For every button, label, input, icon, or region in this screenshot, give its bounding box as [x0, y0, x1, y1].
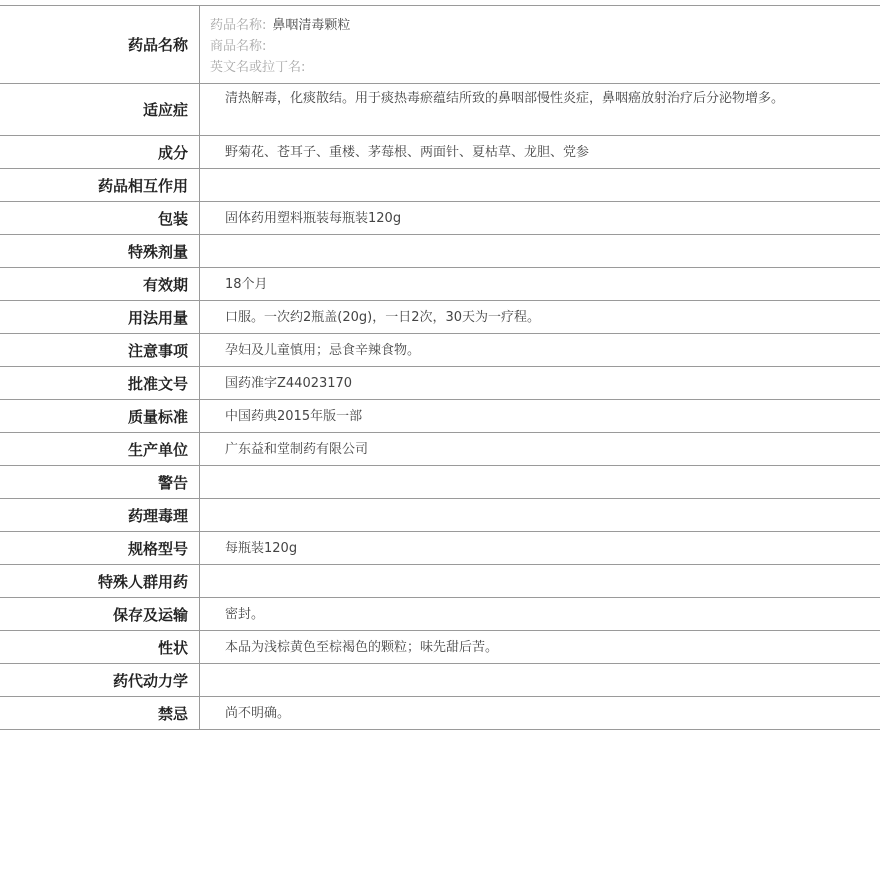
table-row-special-dosage: [0, 235, 880, 268]
row-label: 批准文号: [0, 367, 200, 399]
row-value: 固体药用塑料瓶装每瓶装120g: [225, 210, 402, 226]
table-row-packaging: [0, 202, 880, 235]
row-label: 有效期: [0, 268, 200, 300]
table-row-specification: [0, 532, 880, 565]
table-row-manufacturer: [0, 433, 880, 466]
table-row-warning: [0, 466, 880, 499]
table-row-special-populations: [0, 565, 880, 598]
table-row-pharmacokinetics: [0, 664, 880, 697]
row-label: 包装: [0, 202, 200, 234]
drug-name-values: [200, 6, 880, 83]
row-value: 密封。: [225, 606, 265, 622]
generic-name-value: 鼻咽清毒颗粒: [272, 18, 351, 33]
row-label: 生产单位: [0, 433, 200, 465]
english-name-line: [210, 57, 305, 78]
english-name-key: 英文名或拉丁名:: [210, 60, 306, 75]
table-row-appearance: [0, 631, 880, 664]
row-label: 成分: [0, 136, 200, 168]
row-label: 禁忌: [0, 697, 200, 729]
trade-name-key: 商品名称:: [210, 39, 267, 54]
row-value: 野菊花、苍耳子、重楼、茅莓根、两面针、夏枯草、龙胆、党参: [225, 144, 590, 160]
table-row-interactions: [0, 169, 880, 202]
table-row-pharmacology-toxicology: [0, 499, 880, 532]
row-value: [200, 235, 880, 267]
drug-spec-table: [0, 5, 880, 730]
table-row-storage-transport: [0, 598, 880, 631]
row-label: 性状: [0, 631, 200, 663]
row-value: [200, 664, 880, 696]
row-value: 本品为浅棕黄色至棕褐色的颗粒；味先甜后苦。: [225, 639, 499, 655]
row-value: [200, 169, 880, 201]
table-row-contraindications: [0, 697, 880, 730]
row-label: 质量标准: [0, 400, 200, 432]
row-value: 中国药典2015年版一部: [225, 408, 363, 424]
row-value: 18个月: [225, 276, 268, 292]
row-label: 药品相互作用: [0, 169, 200, 201]
row-value: 口服。一次约2瓶盖(20g)，一日2次，30天为一疗程。: [225, 309, 541, 325]
row-value: 国药准字Z44023170: [225, 375, 353, 391]
table-row-drug-name: [0, 6, 880, 84]
row-label: 特殊人群用药: [0, 565, 200, 597]
row-value: [200, 466, 880, 498]
row-value: [200, 565, 880, 597]
row-value: [200, 499, 880, 531]
row-label: 规格型号: [0, 532, 200, 564]
row-label: 警告: [0, 466, 200, 498]
generic-name-key: 药品名称:: [210, 18, 267, 33]
table-row-shelf-life: [0, 268, 880, 301]
table-row-indications: [0, 84, 880, 136]
table-row-precautions: [0, 334, 880, 367]
row-value: 尚不明确。: [225, 705, 291, 721]
row-label: 药代动力学: [0, 664, 200, 696]
table-row-quality-standard: [0, 400, 880, 433]
generic-name-line: [210, 15, 350, 36]
row-value: 清热解毒，化痰散结。用于痰热毒瘀蕴结所致的鼻咽部慢性炎症，鼻咽癌放射治疗后分泌物增多。: [225, 91, 785, 106]
row-label: 适应症: [0, 84, 200, 135]
row-value: 每瓶装120g: [225, 540, 298, 556]
row-value: 广东益和堂制药有限公司: [225, 441, 369, 457]
row-value: 孕妇及儿童慎用；忌食辛辣食物。: [225, 342, 421, 358]
row-label: 药品名称: [0, 6, 200, 83]
table-row-ingredients: [0, 136, 880, 169]
trade-name-line: [210, 36, 266, 57]
row-label: 注意事项: [0, 334, 200, 366]
row-label: 保存及运输: [0, 598, 200, 630]
table-row-approval-number: [0, 367, 880, 400]
row-label: 用法用量: [0, 301, 200, 333]
row-label: 特殊剂量: [0, 235, 200, 267]
row-label: 药理毒理: [0, 499, 200, 531]
table-row-usage-dosage: [0, 301, 880, 334]
